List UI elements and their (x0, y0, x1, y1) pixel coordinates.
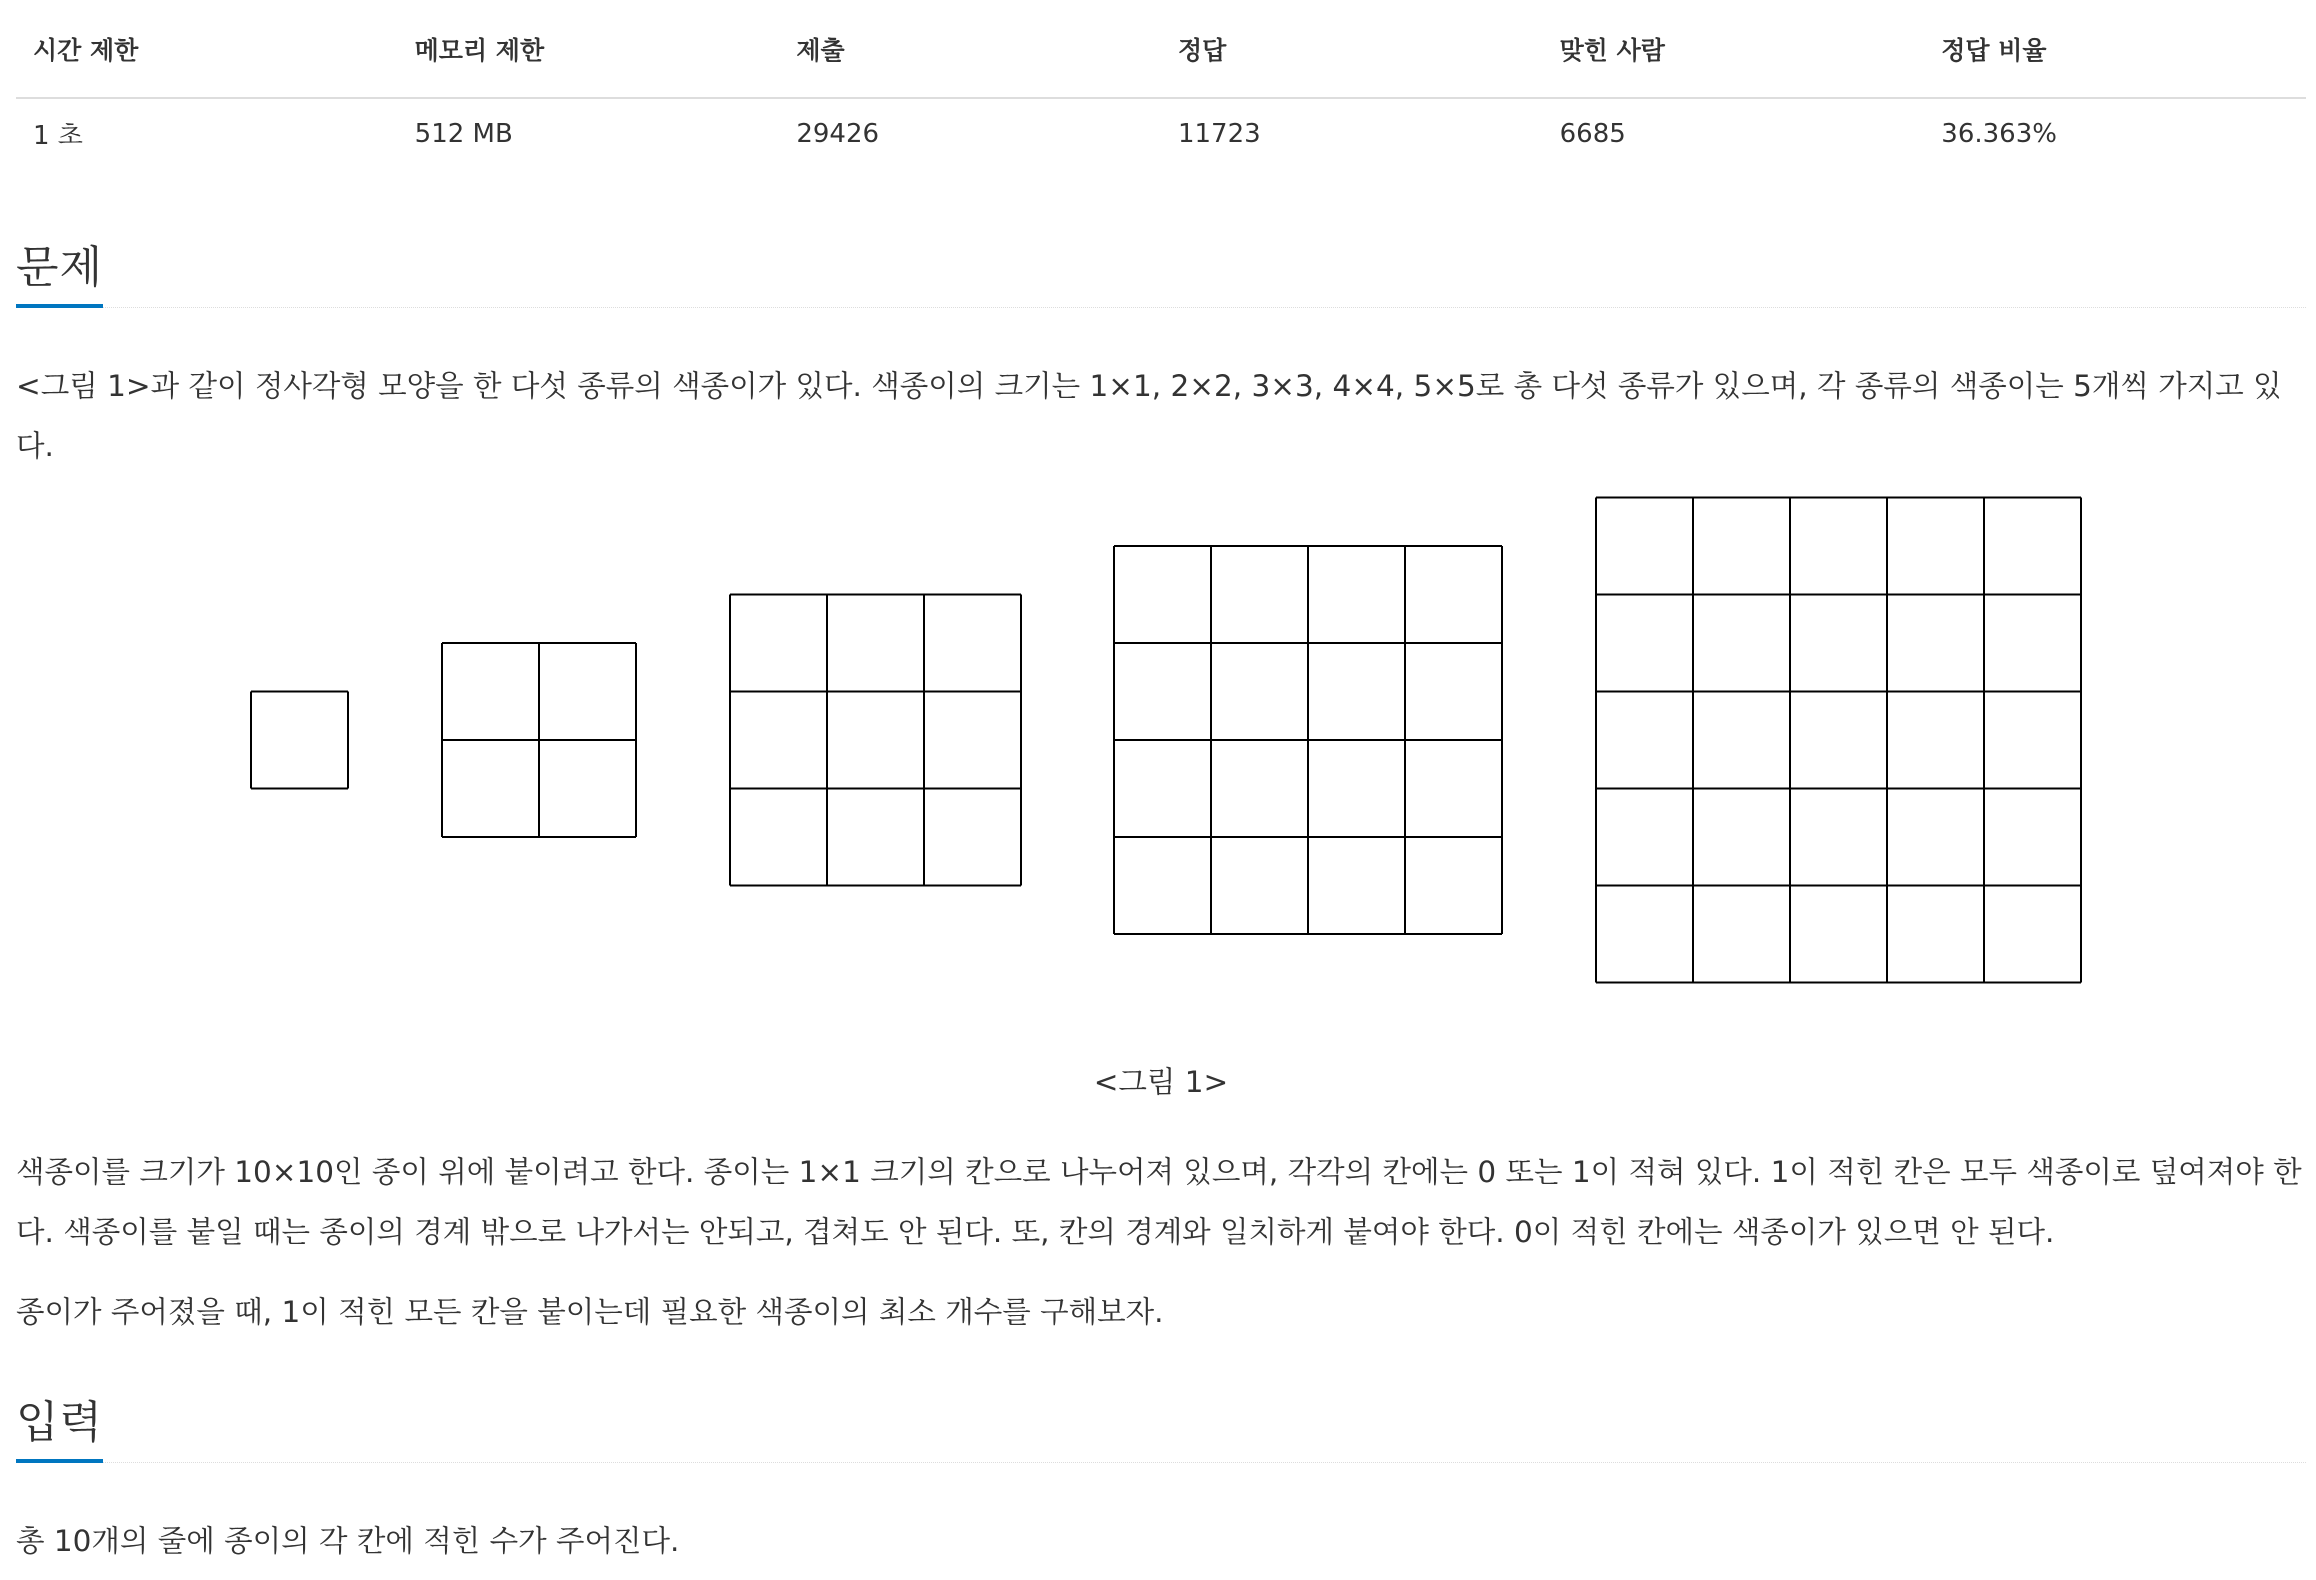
paper-1x1-grid (251, 692, 348, 789)
accept-ratio-header: 정답 비율 (1924, 0, 2306, 98)
problem-section-headline (16, 215, 2306, 308)
stats-header-row (16, 0, 2306, 98)
submissions-header: 제출 (779, 0, 1161, 98)
input-section-headline (16, 1370, 2306, 1463)
problem-stats-table (16, 0, 2306, 168)
input-section-title: 입력 (16, 1401, 103, 1463)
colored-paper-figure (16, 480, 2306, 1000)
problem-page (16, 0, 2306, 1558)
memory-limit-value: 512 MB (414, 118, 513, 149)
accepted-value: 11723 (1177, 118, 1261, 149)
stats-value-row (16, 98, 2306, 168)
solved-users-header: 맞힌 사람 (1543, 0, 1925, 98)
input-description-paragraph: 총 10개의 줄에 종이의 각 칸에 적힌 수가 주어진다. (16, 1524, 680, 1558)
paper-4x4-grid (1114, 546, 1502, 934)
paper-5x5-grid (1596, 498, 2081, 983)
problem-section-title: 문제 (16, 246, 103, 308)
problem-description-paragraph-1: <그림 1>과 같이 정사각형 모양을 한 다섯 종류의 색종이가 있다. 색종이의 크기는 1×1, 2×2, 3×3, 4×4, 5×5로 총 다섯 종류가 있으며, 각 종류의 색종이는 5개씩 가지고 있다. (16, 369, 2282, 463)
paper-3x3-grid (730, 595, 1021, 886)
paper-2x2-grid (442, 643, 636, 837)
problem-description-paragraph-2: 색종이를 크기가 10×10인 종이 위에 붙이려고 한다. 종이는 1×1 크기의 칸으로 나누어져 있으며, 각각의 칸에는 0 또는 1이 적혀 있다. 1이 적힌 칸은 모두 색종이로 덮여져야 한다. 색종이를 붙일 때는 종이의 경계 밖으로 나가서는 안되고, 겹쳐도 안 된다. 또, 칸의 경계와 일치하게 붙여야 한다. 0이 적힌 칸에는 색종이가 있으면 안 된다. (16, 1155, 2302, 1249)
time-limit-header: 시간 제한 (16, 0, 398, 98)
accept-ratio-value: 36.363% (1941, 118, 2057, 149)
time-limit-value: 1 초 (33, 121, 83, 151)
figure-caption: <그림 1> (1093, 1065, 1229, 1099)
submissions-value: 29426 (796, 118, 880, 149)
problem-description-paragraph-3: 종이가 주어졌을 때, 1이 적힌 모든 칸을 붙이는데 필요한 색종이의 최소 개수를 구해보자. (16, 1295, 1164, 1329)
memory-limit-header: 메모리 제한 (398, 0, 780, 98)
solved-users-value: 6685 (1559, 118, 1626, 149)
accepted-header: 정답 (1161, 0, 1543, 98)
figure-1 (16, 480, 2306, 1000)
